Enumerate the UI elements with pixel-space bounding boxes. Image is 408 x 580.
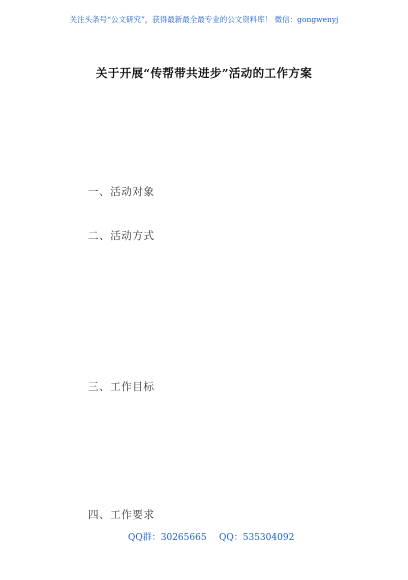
header-promo-banner[interactable]: 关注头条号“公文研究”，获得最新最全最专业的公文资料库！ 微信：gongwenyj: [69, 15, 339, 24]
footer-qq-number[interactable]: QQ：535304092: [219, 533, 295, 543]
section-heading-2: 二、活动方式: [88, 230, 155, 242]
document-title: 关于开展“传帮带共进步”活动的工作方案: [95, 66, 313, 80]
footer-qq-group[interactable]: QQ群：30265665: [128, 533, 207, 543]
section-heading-4: 四、工作要求: [88, 509, 155, 521]
section-heading-3: 三、工作目标: [88, 381, 155, 393]
section-heading-1: 一、活动对象: [88, 186, 155, 198]
